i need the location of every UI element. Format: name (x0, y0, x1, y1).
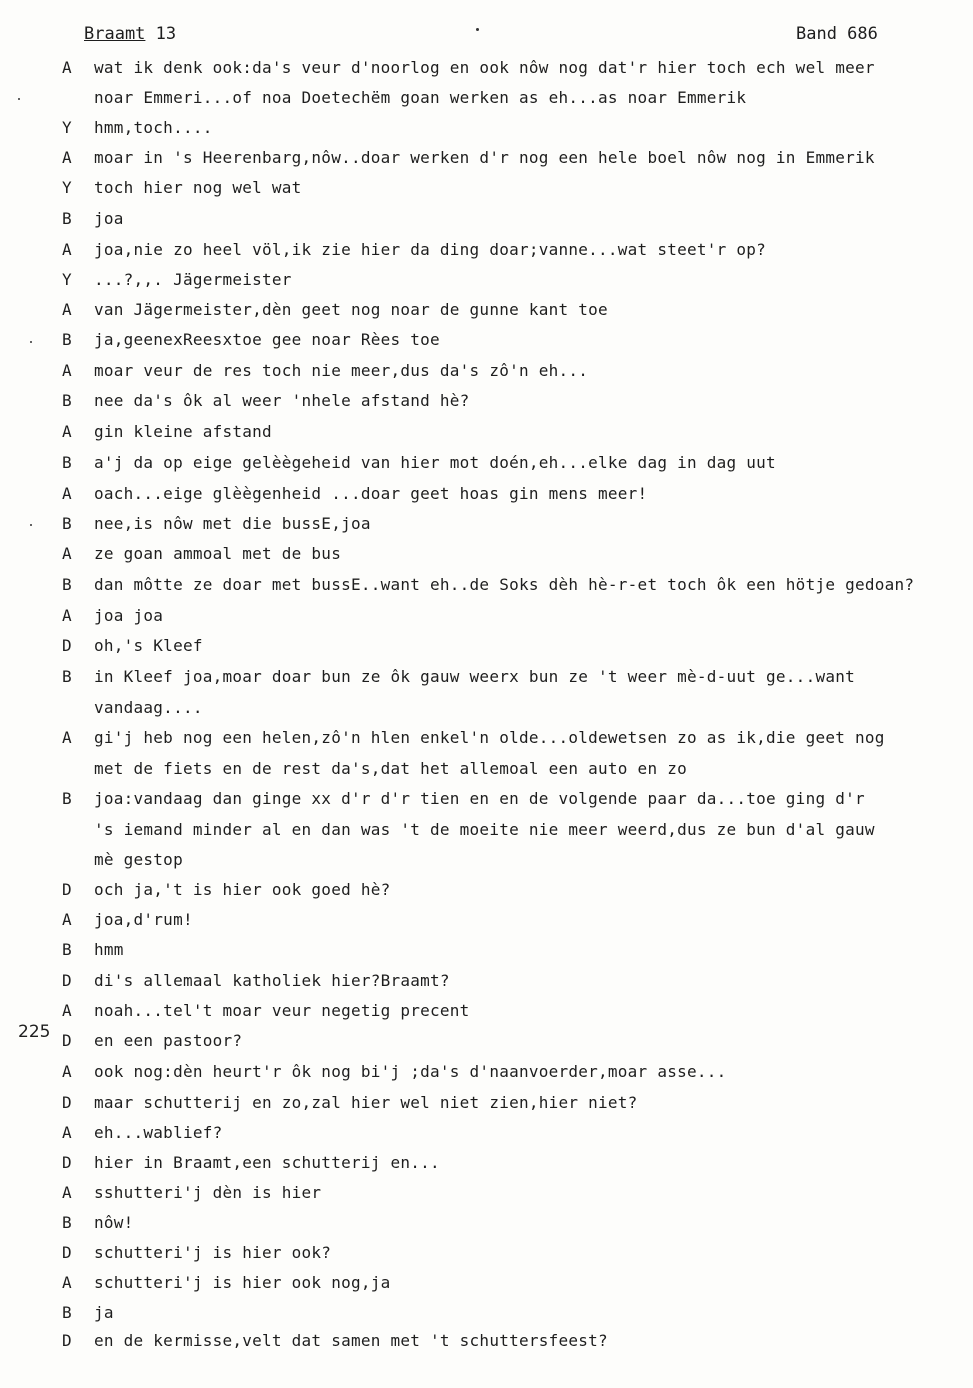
utterance-text: di's allemaal katholiek hier?Braamt? (94, 971, 450, 990)
transcript-line (0, 1093, 973, 1113)
utterance-text: nee da's ôk al weer 'nhele afstand hè? (94, 391, 470, 410)
transcript-line (0, 667, 973, 687)
utterance-text: ...?,,. Jägermeister (94, 270, 292, 289)
title-number: 13 (145, 24, 177, 44)
speaker-label: A (62, 1001, 72, 1020)
speaker-label: A (62, 422, 72, 441)
transcript-line (0, 178, 973, 198)
transcript-line (0, 759, 973, 779)
transcript-line (0, 209, 973, 229)
transcript-line (0, 58, 973, 78)
utterance-text: ook nog:dèn heurt'r ôk nog bi'j ;da's d'naanvoerder,moar asse... (94, 1062, 727, 1081)
transcript-line (0, 544, 973, 564)
transcript-line (0, 698, 973, 718)
speaker-label: B (62, 514, 72, 533)
speaker-label: D (62, 1243, 72, 1262)
speaker-label: D (62, 1031, 72, 1050)
speaker-label: A (62, 728, 72, 747)
speaker-label: A (62, 1123, 72, 1142)
utterance-text: ze goan ammoal met de bus (94, 544, 342, 563)
band-number: Band 686 (796, 24, 878, 44)
utterance-text: och ja,'t is hier ook goed hè? (94, 880, 391, 899)
speaker-label: B (62, 1303, 72, 1322)
transcript-line (0, 820, 973, 840)
speaker-label: A (62, 1273, 72, 1292)
transcript-line (0, 940, 973, 960)
speaker-label: B (62, 575, 72, 594)
transcript-line (0, 148, 973, 168)
utterance-text: gin kleine afstand (94, 422, 272, 441)
speaker-label: B (62, 453, 72, 472)
speaker-label: B (62, 789, 72, 808)
document-title (84, 24, 176, 44)
utterance-text: joa (94, 209, 124, 228)
speaker-label: B (62, 209, 72, 228)
transcript-line (0, 300, 973, 320)
utterance-text: en de kermisse,velt dat samen met 't schuttersfeest? (94, 1331, 608, 1350)
speaker-label: D (62, 1331, 72, 1350)
utterance-text: moar veur de res toch nie meer,dus da's zô'n eh... (94, 361, 589, 380)
speaker-label: A (62, 910, 72, 929)
transcript-line (0, 361, 973, 381)
transcript-line (0, 484, 973, 504)
transcript-line (0, 391, 973, 411)
utterance-text: joa,d'rum! (94, 910, 193, 929)
transcript-line (0, 118, 973, 138)
utterance-text: 's iemand minder al en dan was 't de moeite nie meer weerd,dus ze bun d'al gauw (94, 820, 875, 839)
transcript-line (0, 1331, 973, 1351)
speaker-label: Y (62, 270, 72, 289)
speaker-label: A (62, 148, 72, 167)
transcript-line (0, 1062, 973, 1082)
transcript-line (0, 270, 973, 290)
transcript-line (0, 1273, 973, 1293)
transcript-line (0, 606, 973, 626)
transcript-line (0, 240, 973, 260)
transcript-line (0, 1183, 973, 1203)
transcript-line (0, 910, 973, 930)
utterance-text: hmm (94, 940, 124, 959)
utterance-text: noar Emmeri...of noa Doetechëm goan werken as eh...as noar Emmerik (94, 88, 747, 107)
utterance-text: hier in Braamt,een schutterij en... (94, 1153, 440, 1172)
speaker-label: B (62, 330, 72, 349)
utterance-text: oach...eige glèègenheid ...doar geet hoas gin mens meer! (94, 484, 648, 503)
speaker-label: A (62, 58, 72, 77)
speaker-label: D (62, 636, 72, 655)
utterance-text: schutteri'j is hier ook nog,ja (94, 1273, 391, 1292)
utterance-text: schutteri'j is hier ook? (94, 1243, 332, 1262)
transcript-line (0, 880, 973, 900)
speaker-label: A (62, 606, 72, 625)
transcript-line (0, 1243, 973, 1263)
utterance-text: gi'j heb nog een helen,zô'n hlen enkel'n olde...oldewetsen zo as ik,die geet nog (94, 728, 885, 747)
utterance-text: wat ik denk ook:da's veur d'noorlog en ook nôw nog dat'r hier toch ech wel meer (94, 58, 875, 77)
transcript-line (0, 575, 973, 595)
utterance-text: maar schutterij en zo,zal hier wel niet zien,hier niet? (94, 1093, 638, 1112)
transcript-line (0, 1123, 973, 1143)
transcript-line (0, 1001, 973, 1021)
speaker-label: Y (62, 178, 72, 197)
transcript-line (0, 971, 973, 991)
utterance-text: noah...tel't moar veur negetig precent (94, 1001, 470, 1020)
speaker-label: A (62, 300, 72, 319)
utterance-text: eh...wablief? (94, 1123, 223, 1142)
speaker-label: A (62, 240, 72, 259)
utterance-text: ja (94, 1303, 114, 1322)
speaker-label: D (62, 880, 72, 899)
speaker-label: A (62, 1183, 72, 1202)
speaker-label: D (62, 971, 72, 990)
speaker-label: B (62, 391, 72, 410)
speaker-label: B (62, 940, 72, 959)
utterance-text: nee,is nôw met die bussE,joa (94, 514, 371, 533)
transcript-line (0, 636, 973, 656)
speaker-label: A (62, 484, 72, 503)
margin-line-number: 225 (18, 1022, 51, 1042)
speaker-label: B (62, 667, 72, 686)
transcript-line (0, 789, 973, 809)
transcript-line (0, 330, 973, 350)
utterance-text: mè gestop (94, 850, 183, 869)
utterance-text: toch hier nog wel wat (94, 178, 302, 197)
utterance-text: joa:vandaag dan ginge xx d'r d'r tien en en de volgende paar da...toe ging d'r (94, 789, 865, 808)
transcript-line (0, 514, 973, 534)
utterance-text: sshutteri'j dèn is hier (94, 1183, 322, 1202)
speaker-label: D (62, 1093, 72, 1112)
title-place: Braamt (84, 24, 146, 44)
utterance-text: in Kleef joa,moar doar bun ze ôk gauw weerx bun ze 't weer mè-d-uut ge...want (94, 667, 855, 686)
utterance-text: oh,'s Kleef (94, 636, 203, 655)
transcript-line (0, 1303, 973, 1323)
transcript-line (0, 1213, 973, 1233)
speaker-label: Y (62, 118, 72, 137)
utterance-text: joa joa (94, 606, 164, 625)
utterance-text: met de fiets en de rest da's,dat het allemoal een auto en zo (94, 759, 687, 778)
utterance-text: moar in 's Heerenbarg,nôw..doar werken d'r nog een hele boel nôw nog in Emmerik (94, 148, 875, 167)
utterance-text: hmm,toch.... (94, 118, 213, 137)
speaker-label: A (62, 361, 72, 380)
utterance-text: dan môtte ze doar met bussE..want eh..de Soks dèh hè-r-et toch ôk een hötje gedoan? (94, 575, 915, 594)
utterance-text: a'j da op eige gelèègeheid van hier mot doén,eh...elke dag in dag uut (94, 453, 776, 472)
utterance-text: ja,geenexReesxtoe gee noar Rèes toe (94, 330, 440, 349)
utterance-text: en een pastoor? (94, 1031, 243, 1050)
transcript-line (0, 850, 973, 870)
speaker-label: A (62, 544, 72, 563)
utterance-text: joa,nie zo heel völ,ik zie hier da ding doar;vanne...wat steet'r op? (94, 240, 767, 259)
transcript-line (0, 88, 973, 108)
transcript-line (0, 453, 973, 473)
utterance-text: vandaag.... (94, 698, 203, 717)
transcript-line (0, 728, 973, 748)
speaker-label: B (62, 1213, 72, 1232)
utterance-text: nôw! (94, 1213, 134, 1232)
transcript-line (0, 1153, 973, 1173)
speck (476, 28, 479, 31)
transcript-line (0, 422, 973, 442)
utterance-text: van Jägermeister,dèn geet nog noar de gunne kant toe (94, 300, 608, 319)
speaker-label: D (62, 1153, 72, 1172)
transcript-line (0, 1031, 973, 1051)
speaker-label: A (62, 1062, 72, 1081)
